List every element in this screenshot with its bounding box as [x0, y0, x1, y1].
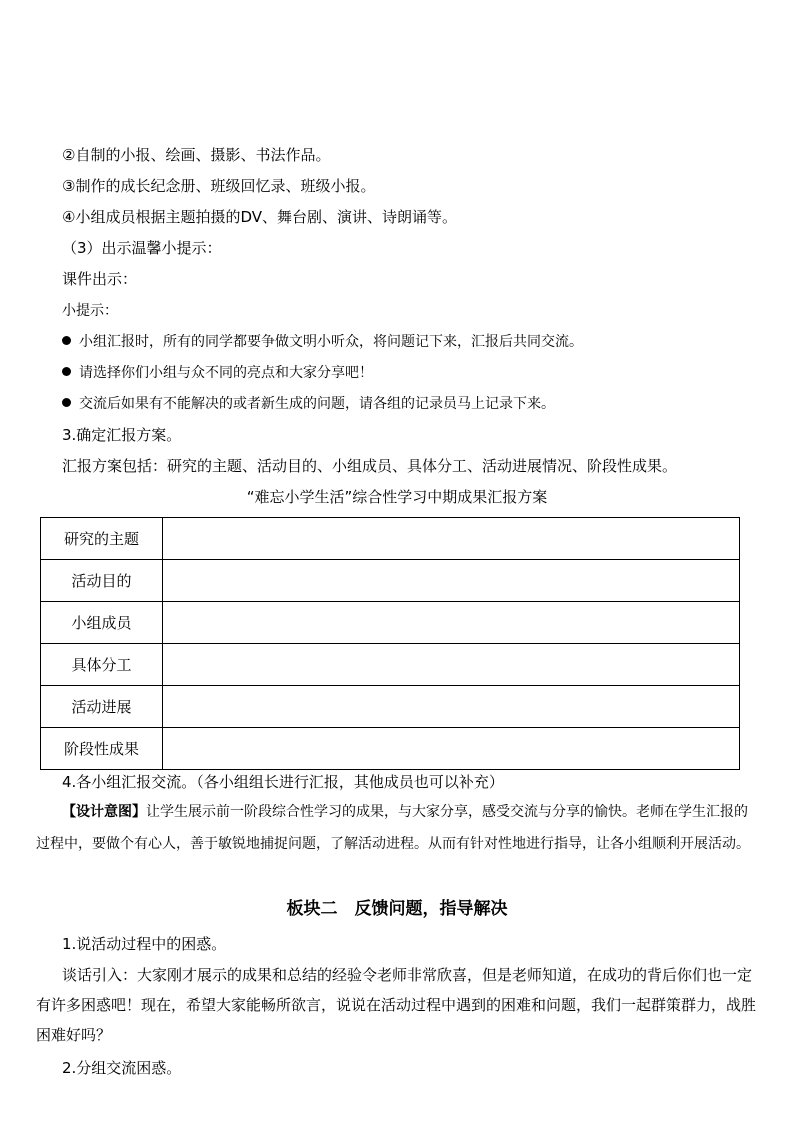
tip-item	[62, 363, 373, 383]
row-value	[163, 644, 740, 686]
row-value	[163, 686, 740, 728]
row-label: 活动目的	[41, 560, 163, 602]
row-value	[163, 560, 740, 602]
table-row	[41, 644, 740, 686]
tips-title: 小提示：	[62, 303, 118, 319]
tip-text: 交流后如果有不能解决的或者新生成的问题，请各组的记录员马上记录下来。	[79, 396, 555, 412]
tip-text: 小组汇报时，所有的同学都要争做文明小听众，将问题记下来，汇报后共同交流。	[79, 334, 583, 350]
text-line: 2.分组交流困惑。	[62, 1059, 182, 1077]
table-row	[41, 728, 740, 770]
text-line: （3）出示温馨小提示：	[62, 239, 222, 257]
bullet-icon	[62, 398, 71, 407]
text-line: 汇报方案包括：研究的主题、活动目的、小组成员、具体分工、活动进展情况、阶段性成果。	[62, 457, 678, 475]
row-label: 研究的主题	[41, 518, 163, 560]
row-value	[163, 518, 740, 560]
intent-label: 【设计意图】	[62, 804, 146, 820]
design-intent	[36, 796, 756, 860]
text-line: 课件出示：	[62, 270, 138, 288]
intent-text: 让学生展示前一阶段综合性学习的成果，与大家分享，感受交流与分享的愉快。老师在学生汇报的过程中，要做个有心人，善于敏锐地捕捉问题，了解活动进程。从而有针对性地进行指导，让各小组顺利开展活动。	[36, 804, 750, 852]
text-line: ②自制的小报、绘画、摄影、书法作品。	[62, 146, 331, 164]
text-line: 1.说活动过程中的困惑。	[62, 935, 227, 953]
row-label: 小组成员	[41, 602, 163, 644]
row-label: 阶段性成果	[41, 728, 163, 770]
table-row	[41, 518, 740, 560]
tip-text: 请选择你们小组与众不同的亮点和大家分享吧！	[79, 365, 373, 381]
table-row	[41, 560, 740, 602]
table-row	[41, 602, 740, 644]
text-line: 4.各小组汇报交流。（各小组组长进行汇报，其他成员也可以补充）	[62, 773, 504, 791]
bullet-icon	[62, 367, 71, 376]
tip-item	[62, 332, 583, 352]
bullet-icon	[62, 336, 71, 345]
row-value	[163, 728, 740, 770]
tip-item	[62, 394, 555, 414]
paragraph: 谈话引入：大家刚才展示的成果和总结的经验令老师非常欣喜，但是老师知道，在成功的背后你们也一定有许多困惑吧！现在，希望大家能畅所欲言，说说在活动过程中遇到的困难和问题，我们一起群策群力，战胜困难好吗？	[36, 966, 757, 1044]
row-value	[163, 602, 740, 644]
row-label: 具体分工	[41, 644, 163, 686]
report-plan-table	[40, 517, 740, 770]
table-row	[41, 686, 740, 728]
text-line: 3.确定汇报方案。	[62, 426, 182, 444]
text-line: ③制作的成长纪念册、班级回忆录、班级小报。	[62, 177, 376, 195]
section-heading: 板块二 反馈问题，指导解决	[286, 899, 508, 919]
row-label: 活动进展	[41, 686, 163, 728]
table-title: “难忘小学生活”综合性学习中期成果汇报方案	[246, 488, 548, 506]
text-line: ④小组成员根据主题拍摄的DV、舞台剧、演讲、诗朗诵等。	[62, 208, 457, 226]
